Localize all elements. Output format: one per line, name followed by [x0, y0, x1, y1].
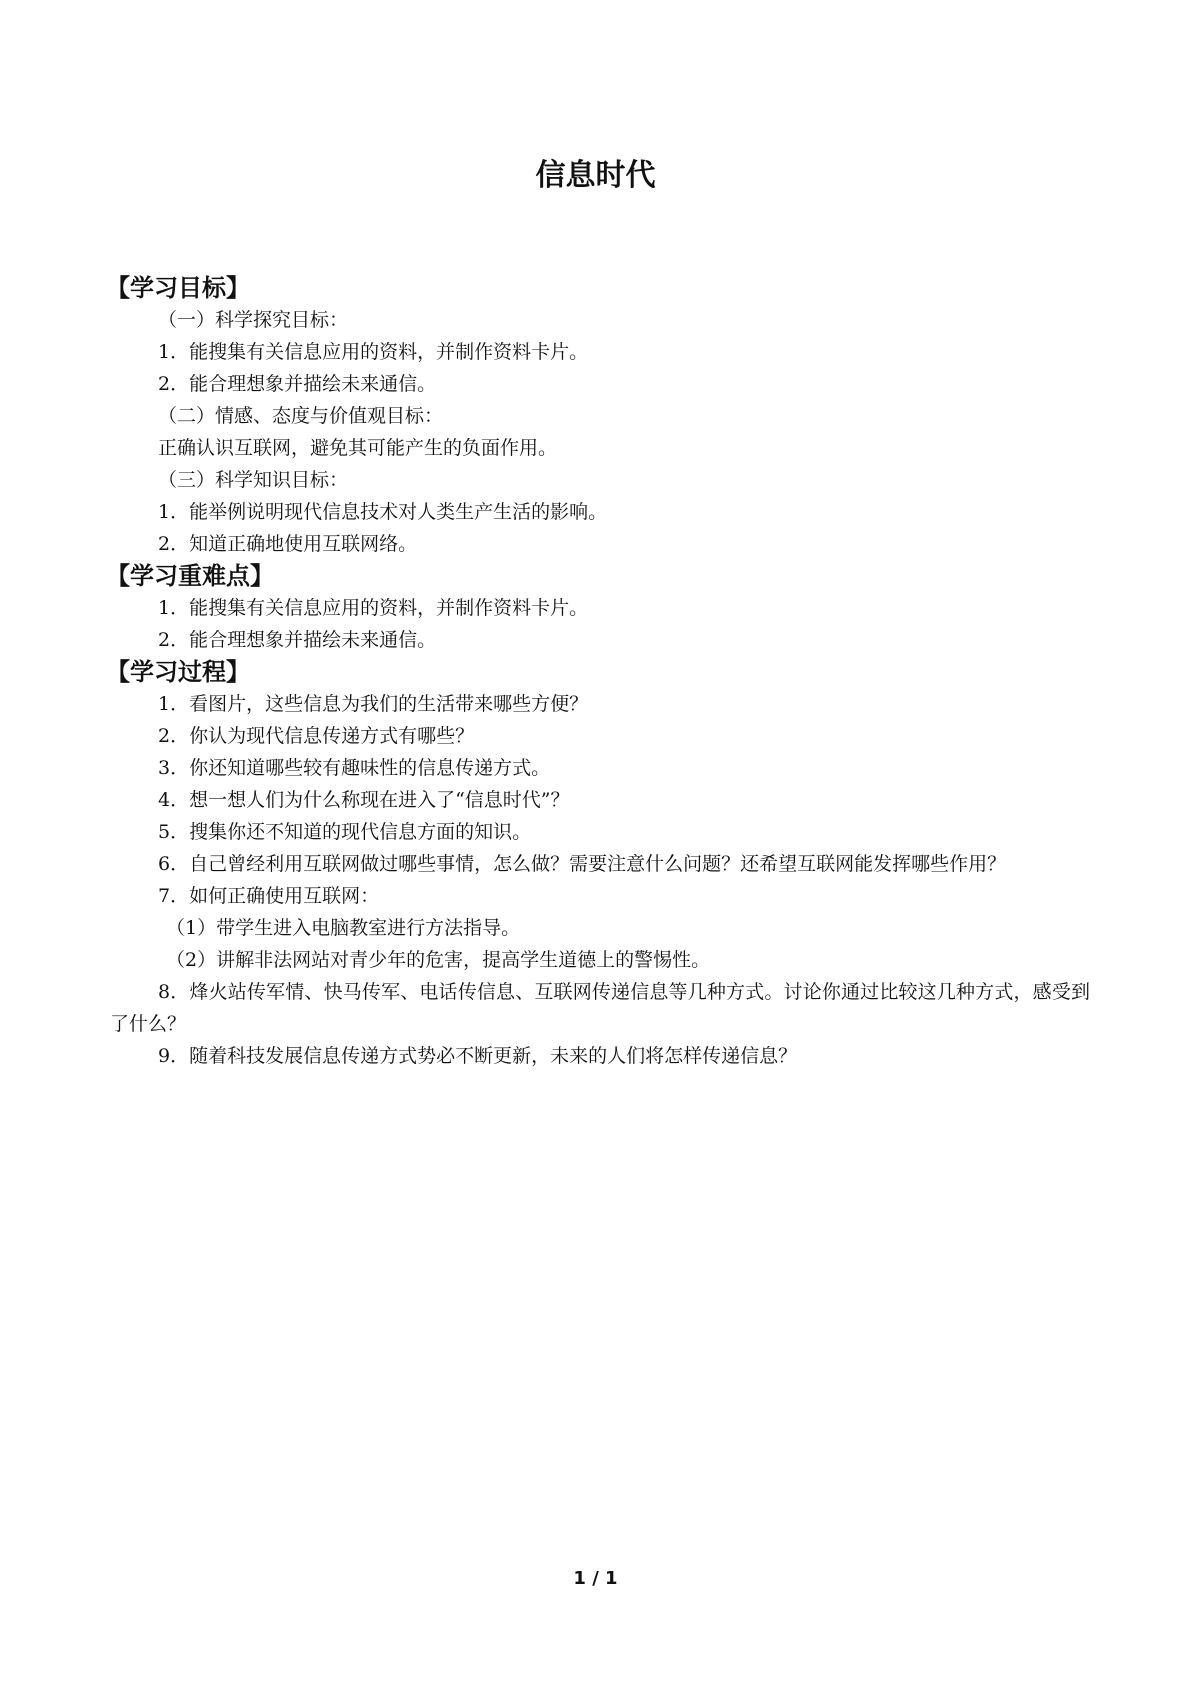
process-item: 9．随着科技发展信息传递方式势必不断更新，未来的人们将怎样传递信息？ [158, 1045, 798, 1067]
keypoint-item: 1．能搜集有关信息应用的资料，并制作资料卡片。 [158, 597, 589, 619]
goal-subheading: （三）科学知识目标： [158, 469, 349, 491]
keypoint-item: 2．能合理想象并描绘未来通信。 [158, 629, 437, 651]
page-number: 1 / 1 [573, 1568, 618, 1589]
section-heading-goals: 【学习目标】 [106, 274, 250, 302]
goal-item: 正确认识互联网，避免其可能产生的负面作用。 [158, 437, 558, 459]
process-item: 3．你还知道哪些较有趣味性的信息传递方式。 [158, 757, 551, 779]
process-subitem: （2）讲解非法网站对青少年的危害，提高学生道德上的警惕性。 [166, 949, 711, 971]
goal-subheading: （一）科学探究目标： [158, 309, 349, 331]
process-item: 2．你认为现代信息传递方式有哪些？ [158, 725, 475, 747]
process-item: 8．烽火站传军情、快马传军、电话传信息、互联网传递信息等几种方式。讨论你通过比较这几种方式，感受到了什么？ [110, 981, 1090, 1035]
goal-item: 1．能举例说明现代信息技术对人类生产生活的影响。 [158, 501, 608, 523]
goal-item: 2．知道正确地使用互联网络。 [158, 533, 418, 555]
process-item: 7．如何正确使用互联网： [158, 885, 380, 907]
process-item: 5．搜集你还不知道的现代信息方面的知识。 [158, 821, 532, 843]
process-item: 6．自己曾经利用互联网做过哪些事情，怎么做？需要注意什么问题？还希望互联网能发挥哪些作用？ [158, 853, 1007, 875]
section-heading-keypoints: 【学习重难点】 [106, 562, 274, 590]
process-subitem: （1）带学生进入电脑教室进行方法指导。 [166, 917, 521, 939]
goal-item: 1．能搜集有关信息应用的资料，并制作资料卡片。 [158, 341, 589, 363]
section-heading-process: 【学习过程】 [106, 658, 250, 686]
page-title: 信息时代 [535, 158, 656, 193]
document-body [106, 272, 1090, 1072]
process-item: 4．想一想人们为什么称现在进入了“信息时代”？ [158, 789, 570, 811]
goal-item: 2．能合理想象并描绘未来通信。 [158, 373, 437, 395]
process-item: 1．看图片，这些信息为我们的生活带来哪些方便？ [158, 693, 589, 715]
goal-subheading: （二）情感、态度与价值观目标： [158, 405, 444, 427]
